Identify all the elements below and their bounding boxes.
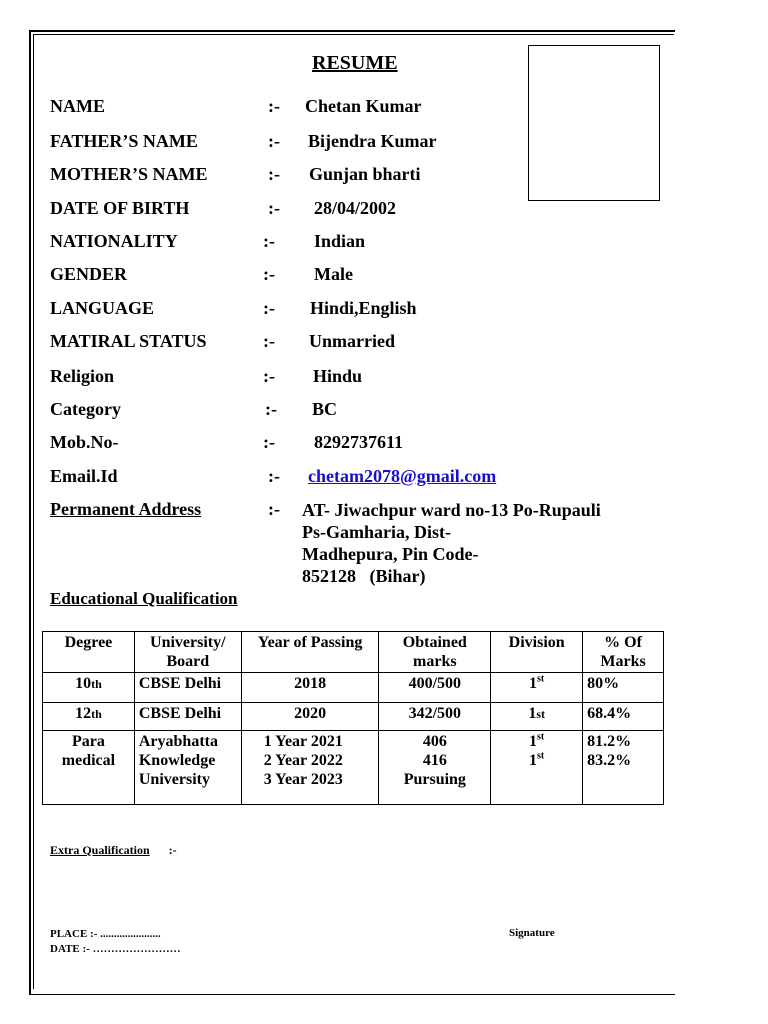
- address-label: Permanent Address: [50, 499, 202, 519]
- field-value: Male: [314, 264, 353, 284]
- address-value: [302, 499, 601, 587]
- table-row: [43, 703, 664, 731]
- degree-number: 12: [75, 705, 92, 722]
- division-suffix: st: [537, 731, 545, 743]
- marks-line: 406: [422, 733, 447, 750]
- extra-qualification-label: Extra Qualification: [50, 843, 150, 857]
- marks-line: Pursuing: [403, 771, 466, 788]
- field-value: Bijendra Kumar: [308, 131, 437, 151]
- field-label: FATHER’S NAME: [50, 131, 198, 151]
- field-label: DATE OF BIRTH: [50, 198, 190, 218]
- cell-marks: 342/500: [379, 703, 491, 731]
- field-value: Chetan Kumar: [305, 96, 422, 116]
- field-label: Email.Id: [50, 466, 118, 486]
- field-separator: :-: [263, 432, 275, 452]
- resume-title: RESUME: [312, 52, 398, 74]
- board-line: Aryabhatta: [138, 733, 218, 750]
- cell-division: [491, 731, 583, 805]
- field-separator: :-: [263, 366, 275, 386]
- cell-year: 2018: [241, 673, 379, 703]
- field-label: MOTHER’S NAME: [50, 164, 208, 184]
- field-label: LANGUAGE: [50, 298, 155, 318]
- cell-board: [134, 731, 241, 805]
- division-line: [495, 732, 578, 751]
- degree-number: 10: [75, 675, 92, 692]
- field-label: Religion: [50, 366, 115, 386]
- division-number: 1: [529, 752, 538, 769]
- cell-marks: [379, 731, 491, 805]
- cell-division: [491, 703, 583, 731]
- field-separator: :-: [268, 499, 280, 519]
- place-date-block: [50, 927, 181, 957]
- field-value: Hindi,English: [310, 298, 417, 318]
- marks-line: 416: [422, 752, 447, 769]
- field-value: Indian: [314, 231, 366, 251]
- address-line: Ps-Gamharia, Dist-: [302, 522, 451, 542]
- table-row: [43, 731, 664, 805]
- cell-percent: 68.4%: [583, 703, 664, 731]
- year-line: 3 Year 2023: [263, 771, 343, 788]
- cell-division: [491, 673, 583, 703]
- email-link[interactable]: chetam2078@gmail.com: [308, 466, 497, 486]
- division-number: 1: [529, 675, 538, 692]
- education-heading: Educational Qualification: [50, 589, 238, 608]
- field-separator: :-: [263, 264, 275, 284]
- cell-degree: [43, 703, 135, 731]
- field-separator: :-: [265, 399, 277, 419]
- cell-percent: [583, 731, 664, 805]
- field-label: GENDER: [50, 264, 128, 284]
- header-university: University/ Board: [134, 632, 241, 673]
- division-number: 1: [528, 705, 537, 722]
- year-line: 2 Year 2022: [263, 752, 343, 769]
- field-label: Category: [50, 399, 121, 419]
- degree-line: medical: [61, 752, 116, 769]
- address-line: AT- Jiwachpur ward no-13 Po-Rupauli: [302, 500, 601, 520]
- extra-qualification-separator: :-: [168, 843, 177, 857]
- field-value: Gunjan bharti: [309, 164, 421, 184]
- board-line: Knowledge: [138, 752, 216, 769]
- field-label: NATIONALITY: [50, 231, 178, 251]
- field-separator: :-: [268, 198, 280, 218]
- division-suffix: st: [536, 707, 545, 721]
- board-line: University: [138, 771, 210, 788]
- field-value: Unmarried: [309, 331, 395, 351]
- header-division: Division: [491, 632, 583, 673]
- field-separator: :-: [268, 131, 280, 151]
- cell-marks: 400/500: [379, 673, 491, 703]
- field-value: 28/04/2002: [314, 198, 397, 218]
- field-separator: :-: [263, 231, 275, 251]
- cell-year: [241, 731, 379, 805]
- education-table: [42, 631, 664, 805]
- year-line: 1 Year 2021: [263, 733, 343, 750]
- signature-label: Signature: [509, 927, 555, 939]
- field-label: Mob.No-: [50, 432, 119, 452]
- cell-degree: [43, 731, 135, 805]
- table-header-row: [43, 632, 664, 673]
- percent-line: 83.2%: [587, 752, 632, 769]
- field-separator: :-: [268, 164, 280, 184]
- photo-placeholder: [528, 45, 660, 201]
- field-value: Hindu: [313, 366, 363, 386]
- header-percent: % Of Marks: [583, 632, 664, 673]
- division-suffix: st: [537, 673, 545, 685]
- degree-suffix: th: [91, 677, 102, 691]
- date-line: DATE :- ……………………: [50, 943, 181, 955]
- field-value: 8292737611: [314, 432, 404, 452]
- table-row: [43, 673, 664, 703]
- field-separator: :-: [268, 96, 280, 116]
- field-label: NAME: [50, 96, 105, 116]
- degree-line: Para: [71, 733, 105, 750]
- field-separator: :-: [263, 298, 275, 318]
- cell-board: CBSE Delhi: [134, 673, 241, 703]
- cell-degree: [43, 673, 135, 703]
- field-value: BC: [312, 399, 338, 419]
- address-line: Madhepura, Pin Code-: [302, 544, 479, 564]
- cell-percent: 80%: [583, 673, 664, 703]
- header-degree: Degree: [43, 632, 135, 673]
- address-line: 852128 (Bihar): [302, 566, 426, 586]
- field-separator: :-: [263, 331, 275, 351]
- division-line: [495, 751, 578, 770]
- cell-year: 2020: [241, 703, 379, 731]
- percent-line: 81.2%: [587, 733, 632, 750]
- header-year: Year of Passing: [241, 632, 379, 673]
- cell-board: CBSE Delhi: [134, 703, 241, 731]
- place-line: PLACE :- ......................: [50, 928, 161, 940]
- division-number: 1: [529, 733, 538, 750]
- field-label: MATIRAL STATUS: [50, 331, 207, 351]
- degree-suffix: th: [91, 707, 102, 721]
- extra-qualification: [50, 843, 177, 858]
- header-marks: Obtained marks: [379, 632, 491, 673]
- field-separator: :-: [268, 466, 280, 486]
- division-suffix: st: [537, 750, 545, 762]
